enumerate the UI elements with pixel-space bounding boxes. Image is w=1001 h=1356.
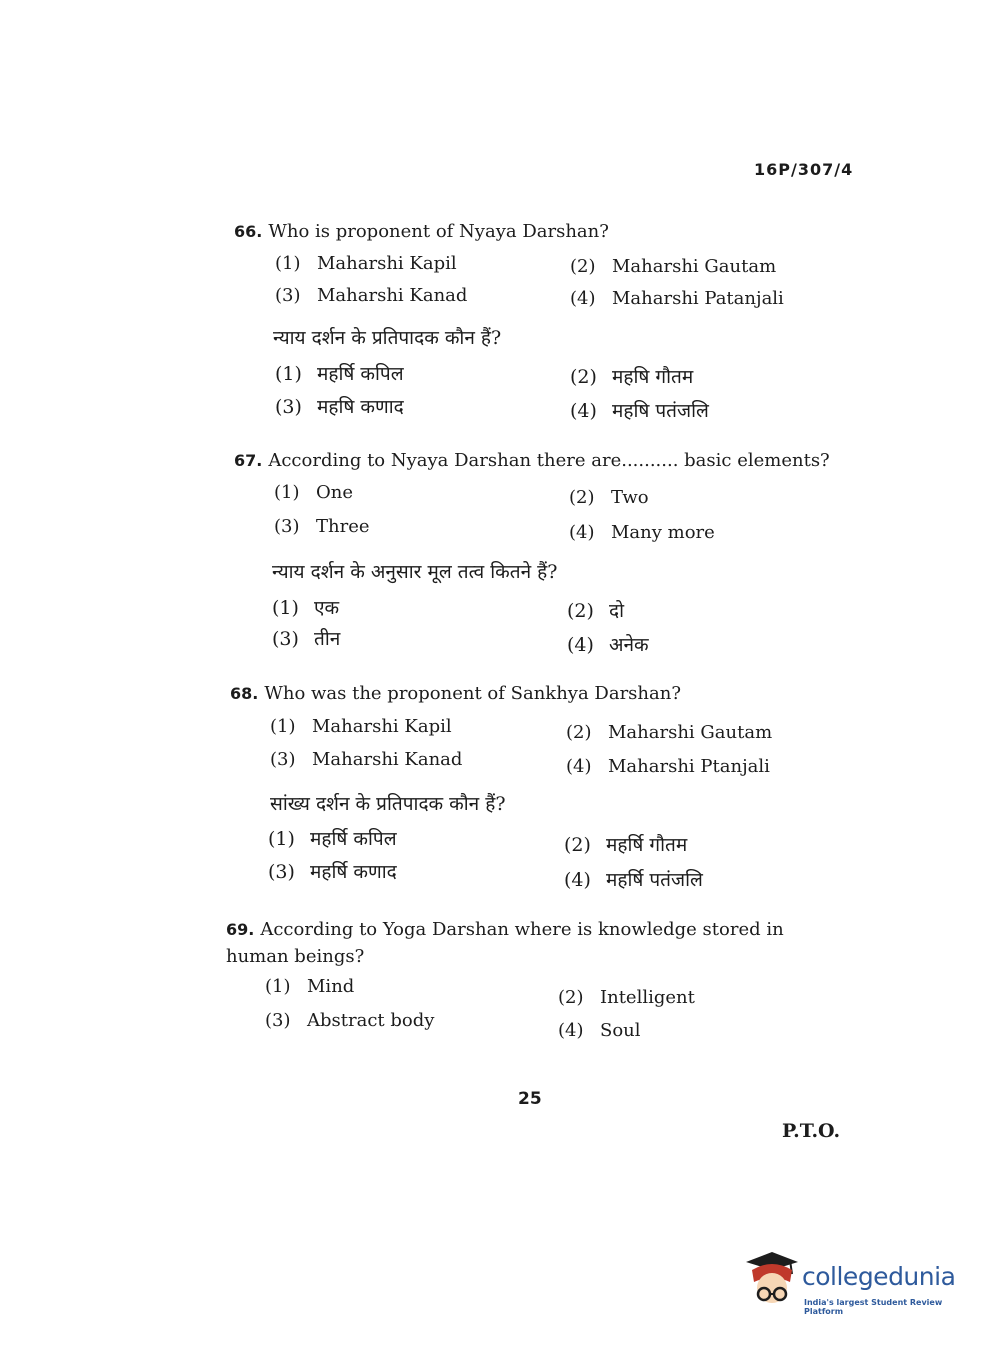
- question-67: [234, 449, 830, 473]
- hindi-option-3: (3) महषि कणाद: [275, 396, 404, 418]
- option-2: (2) Two: [569, 487, 649, 508]
- collegedunia-logo: [742, 1248, 972, 1318]
- hindi-option-4: (4) अनेक: [567, 634, 649, 656]
- hindi-option-1: (1) एक: [272, 597, 340, 619]
- question-number: 69.: [226, 920, 255, 939]
- option-4: (4) Soul: [558, 1020, 641, 1041]
- question-text: Who was the proponent of Sankhya Darshan?: [264, 683, 681, 704]
- option-4: (4) Many more: [569, 522, 715, 543]
- option-1: (1) Mind: [265, 976, 355, 997]
- hindi-option-2: (2) महर्षि गौतम: [564, 834, 688, 856]
- pto-label: P.T.O.: [782, 1120, 841, 1142]
- page-number: 25: [518, 1089, 542, 1109]
- option-2: (2) Maharshi Gautam: [566, 722, 773, 743]
- hindi-option-3: (3) महर्षि कणाद: [268, 861, 397, 883]
- hindi-option-4: (4) महषि पतंजलि: [570, 400, 709, 422]
- hindi-question-68: सांख्य दर्शन के प्रतिपादक कौन हैं?: [270, 793, 506, 815]
- option-1: (1) Maharshi Kapil: [270, 716, 452, 737]
- question-number: 67.: [234, 451, 263, 470]
- question-text: According to Nyaya Darshan there are.......... basic elements?: [268, 450, 830, 471]
- option-1: (1) Maharshi Kapil: [275, 253, 457, 274]
- option-3: (3) Maharshi Kanad: [270, 749, 463, 770]
- question-text: Who is proponent of Nyaya Darshan?: [268, 221, 609, 242]
- hindi-option-1: (1) महर्षि कपिल: [268, 828, 397, 850]
- option-4: (4) Maharshi Ptanjali: [566, 756, 770, 777]
- question-number: 66.: [234, 222, 263, 241]
- option-2: (2) Maharshi Gautam: [570, 256, 777, 277]
- hindi-option-4: (4) महर्षि पतंजलि: [564, 869, 703, 891]
- hindi-option-1: (1) महर्षि कपिल: [275, 363, 404, 385]
- option-3: (3) Abstract body: [265, 1010, 435, 1031]
- option-2: (2) Intelligent: [558, 987, 695, 1008]
- option-3: (3) Three: [274, 516, 370, 537]
- hindi-question-67: न्याय दर्शन के अनुसार मूल तत्व कितने हैं?: [272, 561, 558, 583]
- brand-tagline: India's largest Student Review Platform: [804, 1298, 943, 1316]
- question-number: 68.: [230, 684, 259, 703]
- question-69: [226, 916, 846, 970]
- option-4: (4) Maharshi Patanjali: [570, 288, 784, 309]
- brand-name: collegedunia: [802, 1262, 956, 1291]
- hindi-question-66: न्याय दर्शन के प्रतिपादक कौन हैं?: [273, 327, 502, 349]
- question-68: [230, 682, 681, 706]
- mascot-icon: [742, 1248, 802, 1314]
- question-text: According to Yoga Darshan where is knowledge stored in human beings?: [226, 919, 784, 967]
- option-3: (3) Maharshi Kanad: [275, 285, 468, 306]
- hindi-option-2: (2) दो: [567, 600, 625, 622]
- hindi-option-3: (3) तीन: [272, 628, 341, 650]
- question-66: [234, 220, 609, 244]
- paper-code: 16P/307/4: [754, 160, 854, 179]
- option-1: (1) One: [274, 482, 354, 503]
- hindi-option-2: (2) महषि गौतम: [570, 366, 694, 388]
